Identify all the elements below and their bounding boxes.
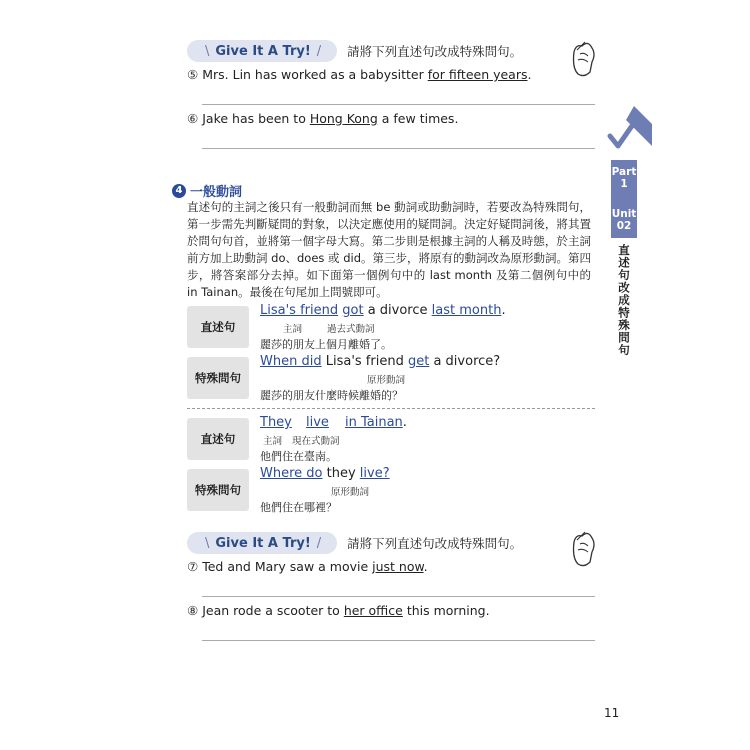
example-2-statement [260,415,292,430]
question-7-end: . [423,559,428,574]
ex2-period: . [402,415,407,430]
question-7 [187,559,428,574]
ex1-question-verb: get [407,354,430,369]
ex1-note-base-verb: 原形動詞 [367,375,406,386]
ex2-note-verb: 現在式動詞 [292,436,340,447]
part-tab [611,160,637,208]
page-number: 11 [604,706,620,720]
question-5 [187,67,531,82]
ex1-question-translation: 麗莎的朋友什麼時候離婚的？ [260,389,403,402]
ex1-question-subject: Lisa's friend [321,354,408,369]
unit-title: 直述句改成特殊問句 [617,244,631,357]
question-label-2: 特殊問句 [187,469,249,511]
question-8 [187,603,490,618]
try-header-2 [187,532,522,554]
question-7-underlined: just now [372,559,424,574]
question-8-underlined: her office [343,603,403,618]
question-5-number: ⑤ [187,67,199,82]
question-8-number: ⑧ [187,603,199,618]
ex2-note-base-verb: 原形動詞 [331,487,370,498]
question-7-number: ⑦ [187,559,199,574]
question-5-text: Mrs. Lin has worked as a babysitter [202,67,428,82]
question-6-underlined: Hong Kong [309,111,378,126]
try-label-1: Give It A Try! [215,43,311,59]
part-number: 1 [620,178,628,190]
unit-number: 02 [616,220,632,232]
question-label-1: 特殊問句 [187,357,249,399]
question-8-text: Jean rode a scooter to [202,603,344,618]
example-1-question [260,354,500,369]
try-label-2: Give It A Try! [215,535,311,551]
unit-label: Unit [611,208,637,220]
part-label: Part [611,166,637,178]
ex1-translation: 麗莎的朋友上個月離婚了。 [260,338,392,351]
ex2-question-translation: 他們住在哪裡？ [260,501,337,514]
statement-label-2: 直述句 [187,418,249,460]
ex2-question-word: Where do [260,466,323,481]
try-instruction-1: 請將下列直述句改成特殊問句。 [347,44,523,59]
ex2-translation: 他們住在臺南。 [260,450,337,463]
try-header-1 [187,40,522,62]
ex1-question-end: a divorce? [429,354,501,369]
ex2-question-verb: live? [359,466,390,481]
ex2-question-subject: they [322,466,360,481]
answer-line-7[interactable] [202,596,595,597]
try-instruction-2: 請將下列直述句改成特殊問句。 [347,536,523,551]
try-pill-1: \ Give It A Try! / [187,40,337,62]
question-7-text: Ted and Mary saw a movie [202,559,373,574]
question-6-text: Jake has been to [202,111,310,126]
example-2-question [260,466,390,481]
section-4-number: 4 [172,184,186,198]
unit-tab [611,206,637,238]
ex2-place: in Tainan [345,415,403,430]
example-2-verb-wrap [306,415,329,430]
question-6-end: a few times. [377,111,459,126]
statement-label-1: 直述句 [187,306,249,348]
question-8-end: this morning. [402,603,490,618]
question-5-underlined: for fifteen years [427,67,528,82]
answer-line-8[interactable] [202,640,595,641]
pen-check-icon [604,106,652,160]
section-4-paragraph: 直述句的主詞之後只有一般動詞而無 be 動詞或助動詞時，若要改為特殊問句，第一步需先判斷疑問的對象，以決定應使用的疑問詞。決定好疑問詞後，將其置於問句句首，並將第一個字母大寫。第二步則是根據主詞的人稱及時態，於主詞前方加上助動詞 do、does 或 did。第三步，將原有的動詞改為原形動詞。第四步，將答案部分去掉。如下面第一個例句中的 last month 及第二個例句中的 in Tainan。最後在句尾加上問號即可。 [187,200,591,299]
ex1-period: . [501,303,506,318]
ex1-note-verb: 過去式動詞 [327,324,375,335]
ex2-subject: They [260,415,292,430]
ex1-question-word: When did [260,354,322,369]
answer-line-5[interactable] [202,104,595,105]
try-pill-2: \ Give It A Try! / [187,532,337,554]
writing-hand-icon [568,40,596,80]
ex1-time: last month [431,303,502,318]
answer-line-6[interactable] [202,148,595,149]
question-6 [187,111,458,126]
ex1-note-subject: 主詞 [283,324,303,335]
example-divider [187,408,595,409]
writing-hand-icon [568,530,596,570]
example-2-place-wrap [345,415,407,430]
question-5-end: . [527,67,532,82]
ex1-verb: got [342,303,364,318]
ex1-subject: Lisa's friend [260,303,339,318]
question-6-number: ⑥ [187,111,199,126]
section-4-title [172,181,242,200]
ex2-verb: live [306,415,329,430]
ex1-object: a divorce [363,303,432,318]
ex2-note-subject: 主詞 [263,436,283,447]
section-4-heading: 一般動詞 [190,185,243,200]
example-1-statement [260,303,506,318]
